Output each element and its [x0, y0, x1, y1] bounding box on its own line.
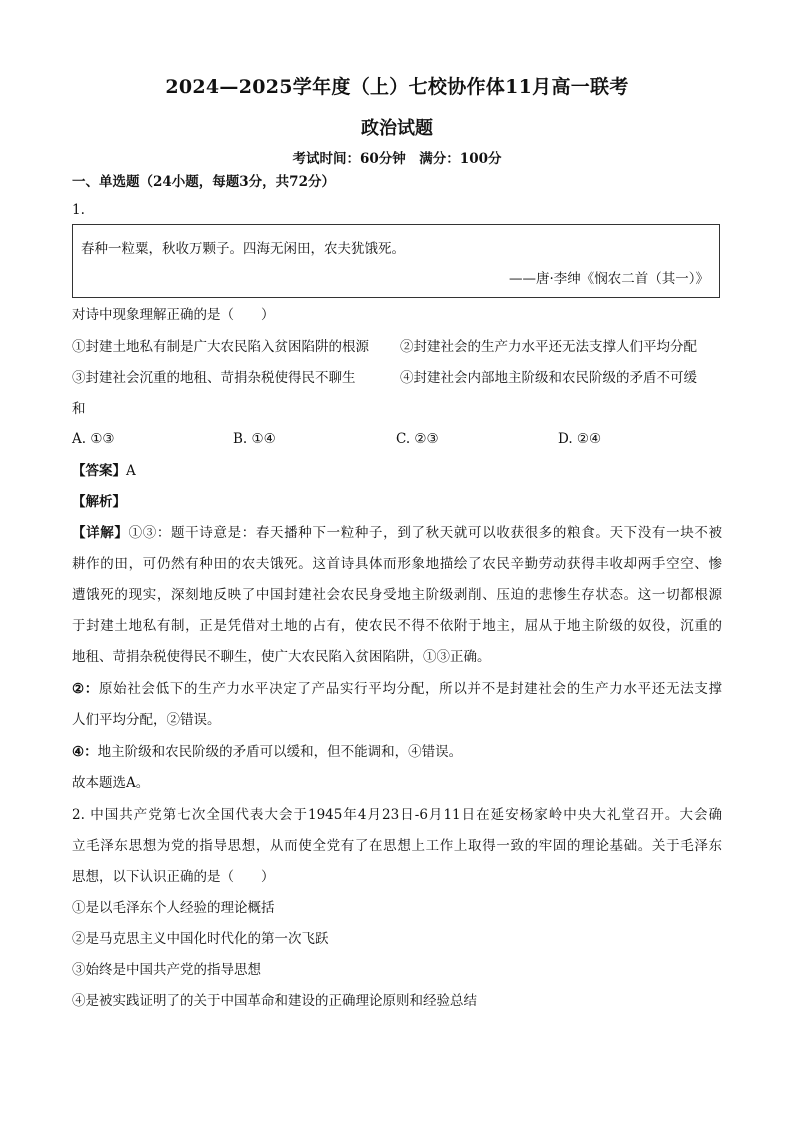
- point-4-tag: ④：: [72, 744, 98, 760]
- section-heading: 一、单选题（24小题，每题3分，共72分）: [72, 174, 335, 190]
- answer-line: [72, 461, 722, 481]
- detail-line-3: 遭饿死的现实，深刻地反映了中国封建社会农民身受地主阶级剥削、压迫的悲惨生存状态。这一切都根源: [72, 587, 722, 603]
- poem-source: ——唐·李绅《悯农二首（其一）》: [508, 271, 709, 287]
- point-4-text: 地主阶级和农民阶级的矛盾可以缓和，但不能调和，④错误。: [97, 744, 463, 760]
- q2-stem-line-1: 2. 中国共产党第七次全国代表大会于1945年4月23日-6月11日在延安杨家岭中央大礼堂召开。大会确: [72, 807, 722, 823]
- analysis-tag: 【解析】: [72, 494, 126, 510]
- detail-line-1: [72, 523, 722, 543]
- detail-text-1: ①③：题干诗意是：春天播种下一粒种子，到了秋天就可以收获很多的粮食。天下没有一块不被: [128, 525, 722, 541]
- q1-option-a: A. ①③: [72, 431, 115, 447]
- point-2-tag: ②：: [72, 681, 99, 697]
- q1-option-c: C. ②③: [396, 431, 439, 447]
- q1-statement-1: ①封建土地私有制是广大农民陷入贫困陷阱的根源: [72, 339, 369, 355]
- point-2-text-1: 原始社会低下的生产力水平决定了产品实行平均分配，所以并不是封建社会的生产力水平还无法支撑: [98, 681, 723, 697]
- exam-title: 2024—2025学年度（上）七校协作体11月高一联考: [165, 76, 629, 98]
- point-4-line: [72, 742, 722, 762]
- conclusion: 故本题选A。: [72, 775, 150, 791]
- poem-box: [72, 224, 720, 298]
- exam-info: 考试时间：60分钟 满分：100分: [292, 151, 502, 167]
- question-1-stem: 对诗中现象理解正确的是（ ）: [72, 307, 275, 323]
- detail-line-2: 耕作的田，可仍然有种田的农夫饿死。这首诗具体而形象地描绘了农民辛勤劳动获得丰收却两手空空、惨: [72, 556, 722, 572]
- q1-statement-4: ④封建社会内部地主阶级和农民阶级的矛盾不可缓: [400, 370, 697, 386]
- q1-option-b: B. ①④: [233, 431, 276, 447]
- q2-statement-3: ③始终是中国共产党的指导思想: [72, 962, 261, 978]
- q2-stem-line-2: 立毛泽东思想为党的指导思想，从而使全党有了在思想上工作上取得一致的牢固的理论基础。关于毛泽东: [72, 838, 722, 854]
- answer-tag: 【答案】: [72, 463, 126, 479]
- q1-option-d: D. ②④: [558, 431, 602, 447]
- detail-tag: 【详解】: [72, 525, 129, 541]
- detail-line-4: 于封建土地私有制，正是凭借对土地的占有，使农民不得不依附于地主，屈从于地主阶级的奴役，沉重的: [72, 618, 722, 634]
- poem-text: 春种一粒粟，秋收万颗子。四海无闲田，农夫犹饿死。: [81, 241, 405, 257]
- question-1-number: 1.: [72, 202, 85, 218]
- q2-statement-1: ①是以毛泽东个人经验的理论概括: [72, 900, 275, 916]
- q1-statement-2: ②封建社会的生产力水平还无法支撑人们平均分配: [400, 339, 697, 355]
- q2-statement-4: ④是被实践证明了的关于中国革命和建设的正确理论原则和经验总结: [72, 993, 477, 1009]
- detail-line-5: 地租、苛捐杂税使得民不聊生，使广大农民陷入贫困陷阱，①③正确。: [72, 649, 491, 665]
- q1-statement-3: ③封建社会沉重的地租、苛捐杂税使得民不聊生: [72, 370, 356, 386]
- q2-statement-2: ②是马克思主义中国化时代化的第一次飞跃: [72, 931, 329, 947]
- point-2-line-2: 人们平均分配，②错误。: [72, 712, 221, 728]
- q2-stem-line-3: 思想，以下认识正确的是（ ）: [72, 869, 275, 885]
- answer-value: A: [126, 463, 136, 479]
- q1-statement-4-wrap: 和: [72, 401, 86, 417]
- subject-title: 政治试题: [361, 118, 433, 139]
- point-2-line-1: [72, 679, 722, 699]
